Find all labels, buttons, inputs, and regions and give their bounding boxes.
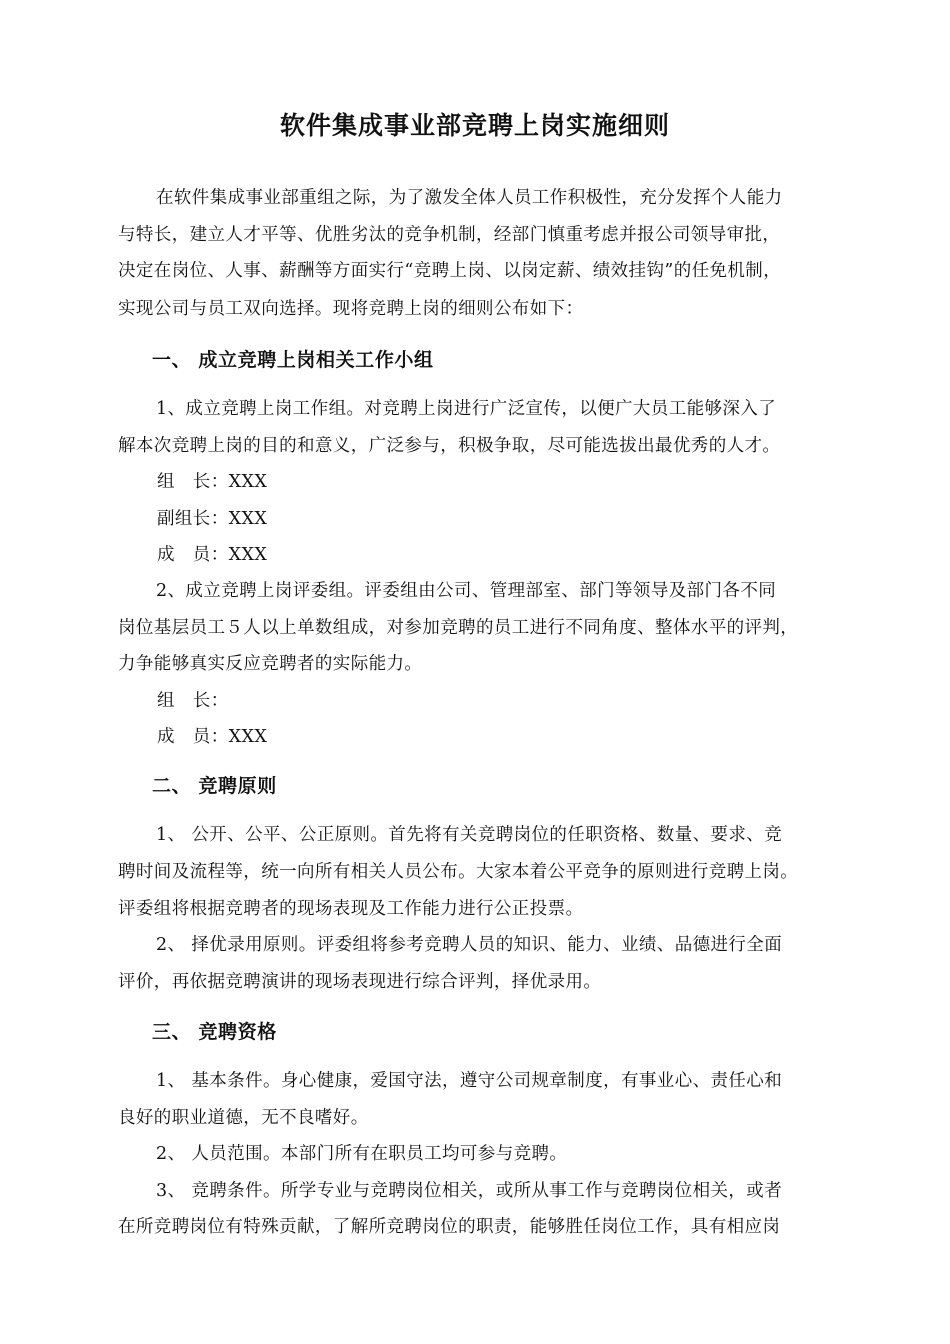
paragraph-line: 3、 竞聘条件。所学专业与竞聘岗位相关，或所从事工作与竞聘岗位相关，或者 bbox=[156, 1181, 783, 1201]
paragraph-line: 评委组将根据竞聘者的现场表现及工作能力进行公正投票。 bbox=[118, 899, 584, 919]
document-title: 软件集成事业部竞聘上岗实施细则 bbox=[279, 111, 670, 140]
paragraph-line: 1、 公开、公平、公正原则。首先将有关竞聘岗位的任职资格、数量、要求、竞 bbox=[156, 825, 783, 845]
member-line: 成 员：XXX bbox=[157, 545, 268, 565]
intro-line: 与特长，建立人才平等、优胜劣汰的竞争机制，经部门慎重考虑并报公司领导审批， bbox=[118, 225, 781, 245]
member-line: 组 长： bbox=[157, 691, 229, 711]
member-line: 组 长：XXX bbox=[157, 472, 268, 492]
section-heading: 二、 竞聘原则 bbox=[152, 775, 277, 797]
intro-line: 实现公司与员工双向选择。现将竞聘上岗的细则公布如下： bbox=[118, 299, 584, 319]
intro-line: 决定在岗位、人事、薪酬等方面实行“竞聘上岗、以岗定薪、绩效挂钩”的任免机制， bbox=[118, 261, 782, 281]
section-heading: 三、 竞聘资格 bbox=[152, 1021, 277, 1043]
paragraph-line: 力争能够真实反应竞聘者的实际能力。 bbox=[118, 654, 423, 674]
paragraph-line: 2、 人员范围。本部门所有在职员工均可参与竞聘。 bbox=[156, 1144, 568, 1164]
member-line: 副组长：XXX bbox=[157, 509, 268, 529]
paragraph-line: 1、 基本条件。身心健康，爱国守法，遵守公司规章制度，有事业心、责任心和 bbox=[156, 1071, 783, 1091]
member-line: 成 员：XXX bbox=[157, 727, 268, 747]
paragraph-line: 2、 择优录用原则。评委组将参考竞聘人员的知识、能力、业绩、品德进行全面 bbox=[156, 935, 783, 955]
paragraph-line: 评价，再依据竞聘演讲的现场表现进行综合评判，择优录用。 bbox=[118, 972, 602, 992]
paragraph-line: 解本次竞聘上岗的目的和意义，广泛参与，积极争取，尽可能选拔出最优秀的人才。 bbox=[118, 436, 781, 456]
section-heading: 一、 成立竞聘上岗相关工作小组 bbox=[152, 349, 434, 371]
paragraph-line: 1、成立竞聘上岗工作组。对竞聘上岗进行广泛宣传，以便广大员工能够深入了 bbox=[156, 399, 777, 419]
paragraph-line: 聘时间及流程等，统一向所有相关人员公布。大家本着公平竞争的原则进行竞聘上岗。 bbox=[118, 862, 799, 882]
paragraph-line: 良好的职业道德，无不良嗜好。 bbox=[118, 1108, 369, 1128]
paragraph-line: 2、成立竞聘上岗评委组。评委组由公司、管理部室、部门等领导及部门各不同 bbox=[156, 581, 777, 601]
paragraph-line: 在所竞聘岗位有特殊贡献，了解所竞聘岗位的职责，能够胜任岗位工作，具有相应岗 bbox=[118, 1217, 781, 1237]
paragraph-line: 岗位基层员工５人以上单数组成，对参加竞聘的员工进行不同角度、整体水平的评判， bbox=[118, 618, 799, 638]
intro-line: 在软件集成事业部重组之际，为了激发全体人员工作积极性，充分发挥个人能力 bbox=[156, 188, 783, 208]
